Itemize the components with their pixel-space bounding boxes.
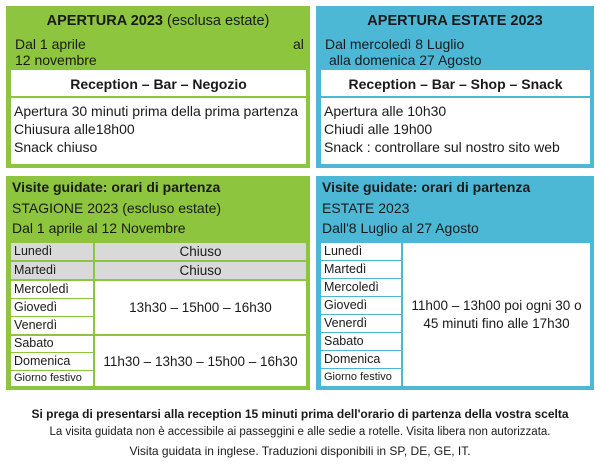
opening-2023-title-note: (esclusa estate) <box>166 13 270 29</box>
opening-2023-title-text: APERTURA 2023 <box>46 13 163 29</box>
day-wednesday: Mercoledì <box>14 282 69 296</box>
tours-summer-label: ESTATE 2023 <box>322 200 410 216</box>
day-wednesday: Mercoledì <box>324 280 379 294</box>
divider <box>321 314 401 315</box>
footer-notice-languages: Visita guidata in inglese. Traduzioni disponibili in SP, DE, GE, IT. <box>129 444 471 458</box>
opening-2023-date-al: al <box>293 36 304 52</box>
summer-opening-panel <box>316 6 594 168</box>
tours-season-title: Visite guidate: orari di partenza <box>12 179 221 195</box>
day-holiday: Giorno festivo <box>324 371 392 383</box>
footer-notice-bold: Si prega di presentarsi alla reception 15 minuti prima dell'orario di partenza della vostra scelta <box>31 407 569 421</box>
summer-opening-date-to: alla domenica 27 Agosto <box>329 52 482 68</box>
divider <box>11 352 93 353</box>
footer-notice-accessibility: La visita guidata non è accessibile ai passeggini e alle sedie a rotelle. Visita libera non autorizzata. <box>49 426 551 438</box>
day-thursday: Giovedì <box>324 298 368 312</box>
summer-opening-line-3: Snack : controllare sul nostro sito web <box>324 139 560 155</box>
day-friday: Venerdì <box>14 318 58 332</box>
midweek-times: 13h30 – 15h00 – 16h30 <box>129 300 272 315</box>
tours-season-period: Dal 1 aprile al 12 Novembre <box>12 220 186 236</box>
summer-opening-services-title: Reception – Bar – Shop – Snack <box>348 76 563 92</box>
divider <box>321 278 401 279</box>
tours-season-panel <box>6 176 310 390</box>
day-sunday: Domenica <box>14 354 71 368</box>
monday-times: Chiuso <box>95 243 306 260</box>
divider <box>11 96 306 98</box>
opening-2023-services-box <box>11 70 306 164</box>
divider <box>11 370 93 371</box>
divider <box>321 332 401 333</box>
opening-2023-services-title: Reception – Bar – Negozio <box>70 76 247 92</box>
divider <box>321 296 401 297</box>
divider <box>11 298 93 299</box>
day-thursday: Giovedì <box>14 300 58 314</box>
tours-summer-period: Dall'8 Luglio al 27 Agosto <box>322 220 479 236</box>
summer-opening-date-from: Dal mercoledì 8 Luglio <box>325 36 465 52</box>
opening-2023-line-2: Chiusura alle18h00 <box>14 121 135 137</box>
divider <box>11 316 93 317</box>
day-tuesday: Martedì <box>11 262 93 279</box>
day-saturday: Sabato <box>14 336 54 350</box>
tours-season-table <box>11 243 306 386</box>
summer-opening-line-1: Apertura alle 10h30 <box>324 103 447 119</box>
summer-opening-line-2: Chiudi alle 19h00 <box>324 121 433 137</box>
day-saturday: Sabato <box>324 334 364 348</box>
tours-summer-title: Visite guidate: orari di partenza <box>322 179 531 195</box>
tuesday-times: Chiuso <box>95 262 306 279</box>
summer-times-line-1: 11h00 – 13h00 poi ogni 30 o <box>411 297 582 313</box>
summer-times <box>403 243 590 386</box>
opening-2023-line-3: Snack chiuso <box>14 139 98 155</box>
day-tuesday: Martedì <box>324 262 367 276</box>
summer-opening-services-box <box>321 70 590 164</box>
divider <box>321 368 401 369</box>
opening-2023-line-1: Apertura 30 minuti prima della prima partenza <box>14 103 299 119</box>
tours-summer-table <box>321 243 590 386</box>
day-monday: Lunedì <box>11 243 93 260</box>
opening-2023-title <box>6 13 310 29</box>
opening-2023-panel <box>6 6 310 168</box>
day-sunday: Domenica <box>324 352 381 366</box>
weekend-times: 11h30 – 13h30 – 15h00 – 16h30 <box>103 353 298 369</box>
divider <box>321 350 401 351</box>
summer-times-line-2: 45 minuti fino alle 17h30 <box>423 315 570 331</box>
divider <box>321 96 590 98</box>
opening-2023-date-to: 12 novembre <box>15 52 97 68</box>
day-monday: Lunedì <box>324 244 363 258</box>
tours-summer-panel <box>316 176 594 390</box>
divider <box>321 260 401 261</box>
opening-2023-date-from: Dal 1 aprile <box>15 36 86 52</box>
summer-opening-title: APERTURA ESTATE 2023 <box>367 13 543 29</box>
tours-season-label: STAGIONE 2023 (escluso estate) <box>12 200 222 216</box>
day-holiday: Giorno festivo <box>14 372 82 384</box>
day-friday: Venerdì <box>324 316 368 330</box>
